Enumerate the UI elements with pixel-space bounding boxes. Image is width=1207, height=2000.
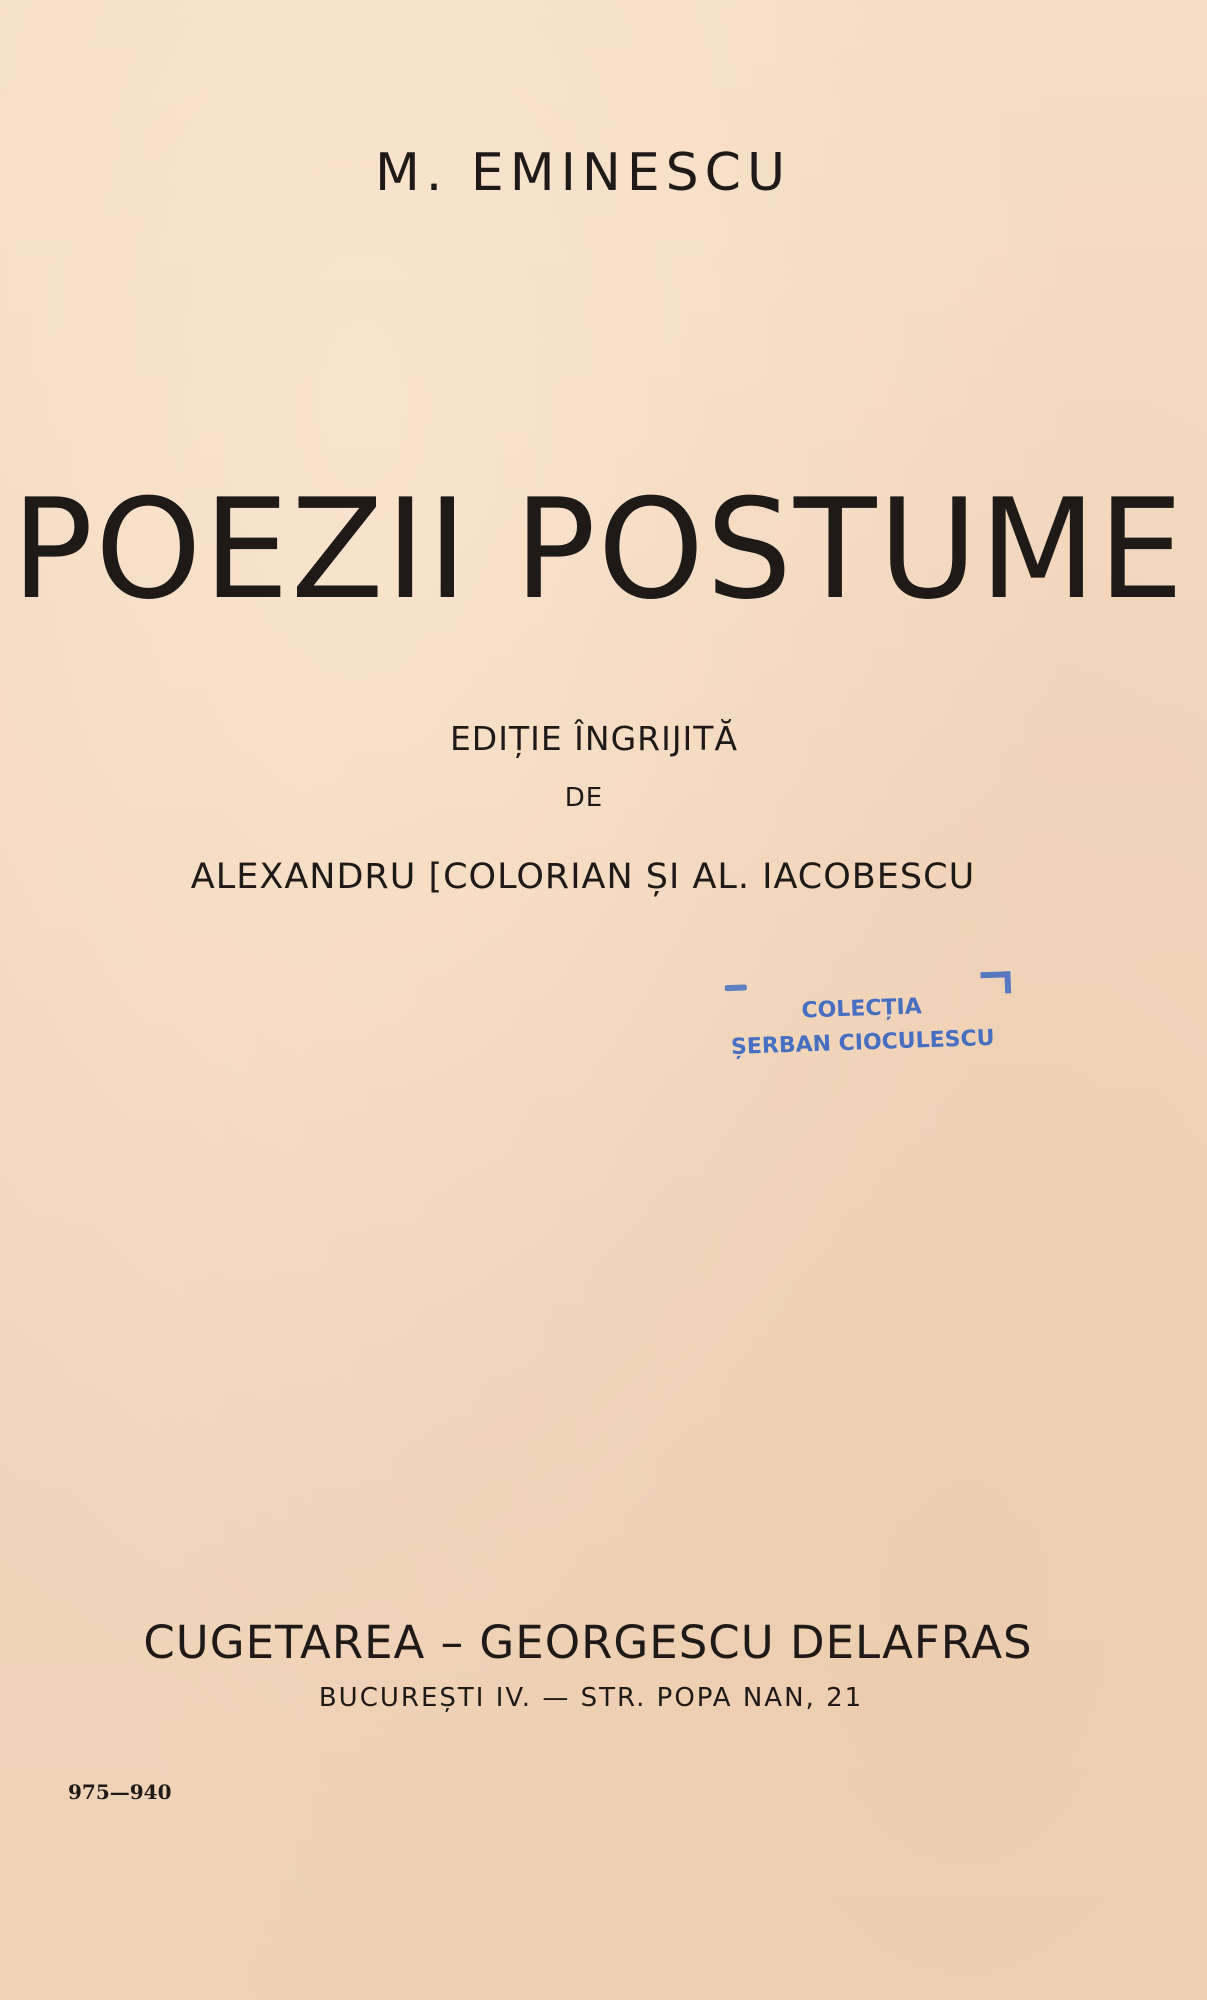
book-title: POEZII POSTUME bbox=[11, 469, 1186, 630]
collection-stamp bbox=[722, 965, 1025, 1075]
author-name: M. EMINESCU bbox=[374, 143, 792, 203]
by-line: DE bbox=[564, 783, 604, 813]
editors-line: ALEXANDRU [COLORIAN ȘI AL. IACOBESCU bbox=[190, 857, 976, 897]
catalog-number: 975—940 bbox=[68, 1780, 172, 1804]
publisher-name: CUGETAREA – GEORGESCU DELAFRAS bbox=[143, 1616, 1033, 1669]
publisher-address: BUCUREȘTI IV. — STR. POPA NAN, 21 bbox=[318, 1683, 864, 1713]
stamp-line-owner: ȘERBAN CIOCULESCU bbox=[730, 1025, 995, 1060]
stamp-corner-mark-left bbox=[725, 984, 747, 991]
edition-line: EDIȚIE ÎNGRIJITĂ bbox=[449, 719, 739, 758]
stamp-line-collection: COLECȚIA bbox=[801, 994, 923, 1024]
